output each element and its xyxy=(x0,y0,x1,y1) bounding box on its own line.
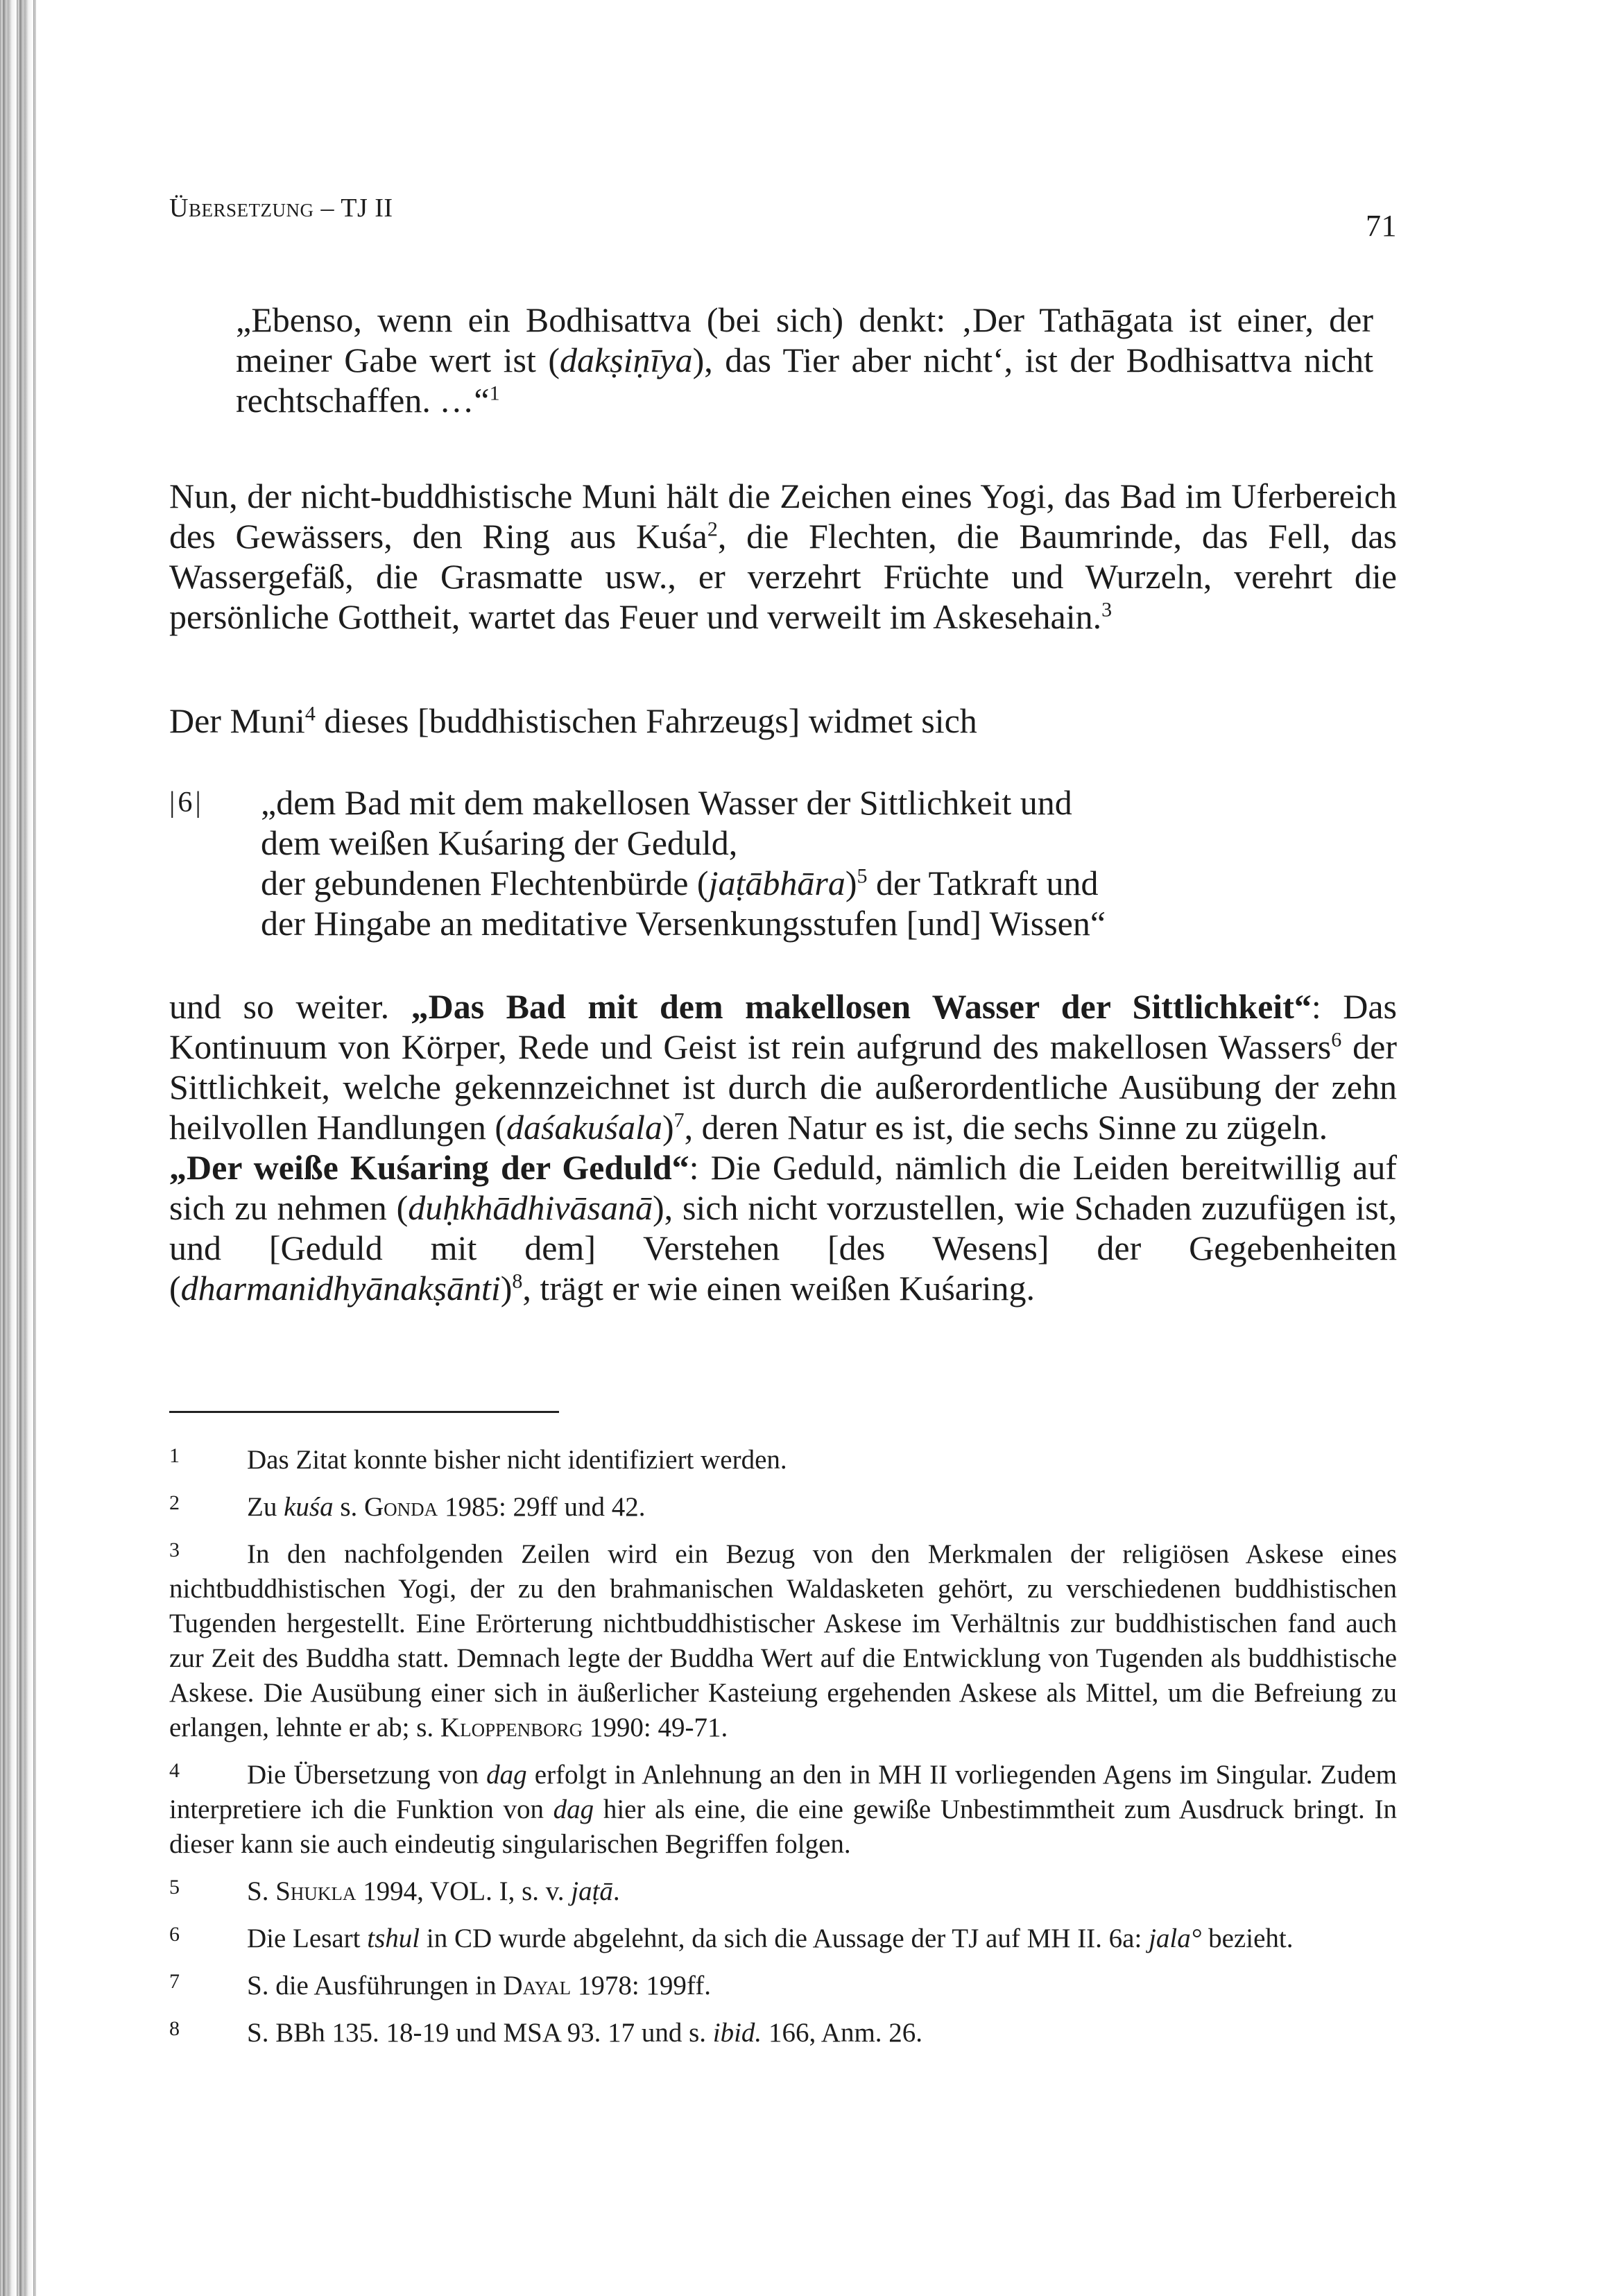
footnote-divider xyxy=(169,1411,559,1413)
paragraph-text: ) xyxy=(662,1108,674,1147)
scan-edge-shadow xyxy=(0,0,36,2296)
verse-number: |6| xyxy=(169,787,204,819)
footnote-ref: 6 xyxy=(1331,1028,1342,1052)
footnote-text: Die Lesart tshul in CD wurde abgelehnt, da sich die Aussage der TJ auf MH II. 6a: jala° bezieht. xyxy=(247,1924,1294,1953)
sanskrit-term: dharmanidhyānakṣānti xyxy=(180,1269,501,1308)
footnote-text: S. Shukla 1994, VOL. I, s. v. jaṭā. xyxy=(247,1876,620,1906)
quote-text: ), das Tier aber nicht‘, ist der Bodhisattva nicht rechtschaffen. …“ xyxy=(236,341,1373,420)
paragraph-text: , die Flechten, die Baumrinde, das Fell, das Wassergefäß, die Grasmatte usw., er verzehrt Früchte und Wurzeln, verehrt die persönliche Gottheit, wartet das Feuer und verweilt im Askesehain. xyxy=(169,517,1397,636)
commentary-paragraph xyxy=(169,986,1397,1308)
paragraph-text: : Das Kontinuum von Körper, Rede und Geist ist rein aufgrund des makellosen Wassers xyxy=(169,987,1397,1066)
paragraph-text: Nun, der nicht-buddhistische Muni hält die Zeichen eines Yogi, das Bad im Uferbereich des Gewässers, den Ring aus Kuśa xyxy=(169,477,1397,556)
footnote-text: S. die Ausführungen in Dayal 1978: 199ff. xyxy=(247,1971,711,2001)
sanskrit-term: jaṭā xyxy=(571,1876,613,1906)
footnote-number: 3 xyxy=(169,1539,180,1561)
sanskrit-term: jaṭābhāra xyxy=(708,864,845,902)
footnote-1 xyxy=(169,1443,1397,1477)
footnote-ref: 1 xyxy=(489,382,500,405)
verse-text: ) xyxy=(845,864,857,902)
author-name: Shukla xyxy=(275,1876,357,1906)
footnote-7 xyxy=(169,1969,1397,2003)
latin-abbreviation: ibid. xyxy=(712,2018,762,2048)
paragraph-text: , trägt er wie einen weißen Kuśaring. xyxy=(522,1269,1036,1308)
tibetan-term: dag xyxy=(486,1760,527,1790)
footnote-ref: 3 xyxy=(1101,598,1113,622)
author-name: Dayal xyxy=(503,1971,572,2001)
paragraph-non-buddhist-muni xyxy=(169,476,1397,637)
footnote-text: S. BBh 135. 18-19 und MSA 93. 17 und s. ibid. 166, Anm. 26. xyxy=(247,2018,923,2048)
paragraph-text: Der Muni xyxy=(169,701,305,740)
sanskrit-term: jala° xyxy=(1149,1924,1202,1953)
commentary-part-1 xyxy=(169,986,1397,1147)
footnote-text: Das Zitat konnte bisher nicht identifiziert werden. xyxy=(247,1445,787,1475)
tibetan-term: dag xyxy=(553,1794,594,1824)
footnote-number: 4 xyxy=(169,1759,180,1782)
verse-line: dem weißen Kuśaring der Geduld, xyxy=(261,823,738,862)
footnote-ref: 8 xyxy=(512,1269,523,1293)
footnote-3 xyxy=(169,1537,1397,1745)
footnote-ref: 7 xyxy=(673,1108,685,1132)
footnote-number: 1 xyxy=(169,1444,180,1467)
page-number: 71 xyxy=(1366,209,1397,243)
footnote-number: 5 xyxy=(169,1876,180,1899)
footnote-text: Zu kuśa s. Gonda 1985: 29ff und 42. xyxy=(247,1492,646,1522)
footnote-text: In den nachfolgenden Zeilen wird ein Bezug von den Merkmalen der religiösen Askese eines nichtbuddhistischen Yogi, der zu den brahmanischen Waldasketen gehört, zu verschiedenen buddhistischen Tugenden hergestellt. Eine Erörterung nichtbuddhistischer Askese im Verhältnis zur buddhistischen fand auch zur Zeit des Buddha statt. Demnach legte der Buddha Wert auf die Entwicklung von Tugenden als buddhistische Askese. Die Ausübung einer sich in äußerlicher Kasteiung ergehenden Askese als Mittel, um die Befreiung zu erlangen, lehnte er ab; s. Kloppenborg 1990: 49-71. xyxy=(169,1539,1397,1742)
footnote-8 xyxy=(169,2016,1397,2050)
running-head-title: Übersetzung – TJ II xyxy=(169,194,393,223)
paragraph-text: dieses [buddhistischen Fahrzeugs] widmet sich xyxy=(315,701,977,740)
footnote-5 xyxy=(169,1874,1397,1909)
lemma-bold: „Der weiße Kuśaring der Geduld“ xyxy=(169,1148,689,1187)
verse-text: der gebundenen Flechtenbürde ( xyxy=(261,864,709,902)
verse-line xyxy=(261,863,1371,903)
paragraph-text: , deren Natur es ist, die sechs Sinne zu zügeln. xyxy=(684,1108,1328,1147)
sanskrit-term: kuśa xyxy=(284,1492,334,1522)
paragraph-text: ), sich nicht vorzustellen, wie Schaden zuzufügen ist, und [Geduld mit dem] Verstehen [des Wesens] der Gegebenheiten ( xyxy=(169,1188,1397,1308)
paragraph-text: und so weiter. xyxy=(169,987,411,1026)
footnote-number: 7 xyxy=(169,1970,180,1993)
paragraph-text: der Sittlichkeit, welche gekennzeichnet ist durch die außerordentliche Ausübung der zehn heilvollen Handlungen ( xyxy=(169,1027,1398,1147)
verse-text: der Tatkraft und xyxy=(867,864,1099,902)
footnote-number: 2 xyxy=(169,1491,180,1514)
footnote-ref: 2 xyxy=(707,517,718,541)
footnote-ref: 4 xyxy=(304,702,316,726)
footnote-number: 8 xyxy=(169,2017,180,2040)
tibetan-term: tshul xyxy=(367,1924,420,1953)
footnotes xyxy=(169,1443,1397,2063)
quote-paragraph xyxy=(236,300,1373,420)
verse-line: „dem Bad mit dem makellosen Wasser der Sittlichkeit und xyxy=(261,783,1072,822)
footnote-text: Die Übersetzung von dag erfolgt in Anlehnung an den in MH II vorliegenden Agens im Singular. Zudem interpretiere ich die Funktion von dag hier als eine, die eine gewiße Unbestimmtheit zum Ausdruck bringt. In dieser kann sie auch eindeutig singularischen Begriffen folgen. xyxy=(169,1760,1397,1859)
author-name: Kloppenborg xyxy=(440,1713,583,1742)
paragraph-buddhist-muni xyxy=(169,701,1397,741)
sanskrit-term: dakṣiṇīya xyxy=(559,341,693,379)
sanskrit-term: daśakuśala xyxy=(506,1108,662,1147)
quote-text: „Ebenso, wenn ein Bodhisattva (bei sich) denkt: ‚Der Tathāgata ist einer, der meiner Gabe wert ist ( xyxy=(236,300,1373,379)
sanskrit-term: duḥkhādhivāsanā xyxy=(408,1188,653,1227)
verse-line: der Hingabe an meditative Versenkungsstufen [und] Wissen“ xyxy=(261,904,1106,943)
footnote-4 xyxy=(169,1758,1397,1862)
paragraph-text: ) xyxy=(500,1269,513,1308)
footnote-6 xyxy=(169,1921,1397,1956)
lemma-bold: „Das Bad mit dem makellosen Wasser der Sittlichkeit“ xyxy=(411,987,1312,1026)
paragraph-text: : Die Geduld, nämlich die Leiden bereitwillig auf sich zu nehmen ( xyxy=(169,1148,1397,1227)
commentary-part-2 xyxy=(169,1147,1397,1308)
footnote-number: 6 xyxy=(169,1923,180,1946)
footnote-ref: 5 xyxy=(857,864,868,888)
footnote-2 xyxy=(169,1490,1397,1525)
verse-lines xyxy=(261,782,1371,943)
author-name: Gonda xyxy=(364,1492,438,1522)
